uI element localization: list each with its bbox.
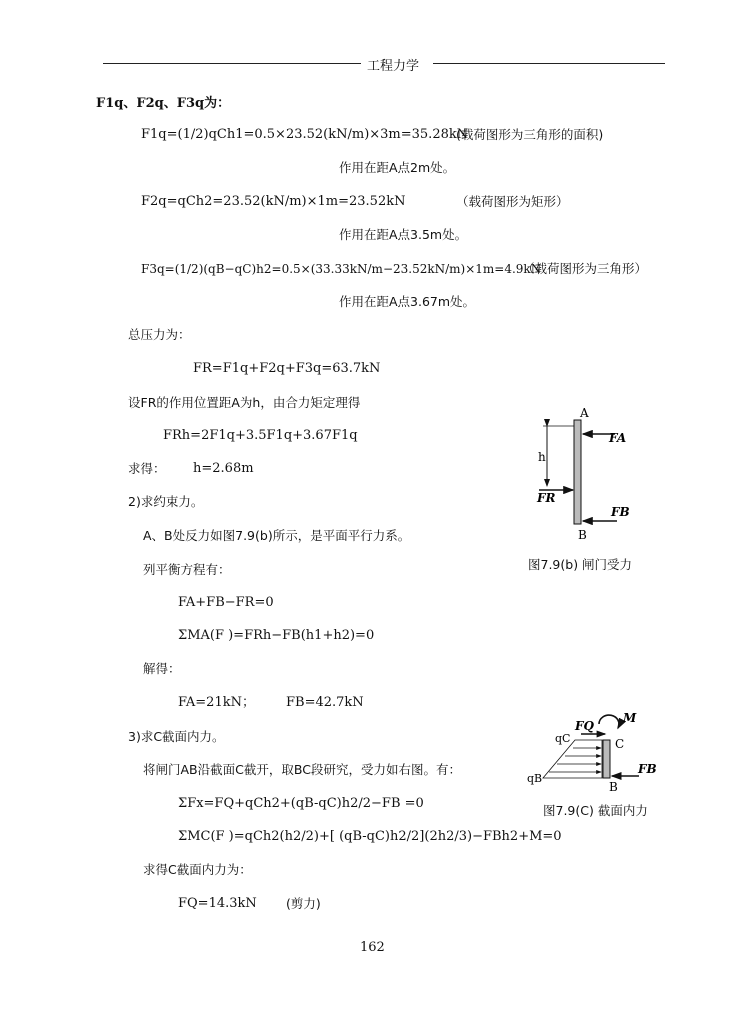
text-line: ΣFx=FQ+qCh2+(qB-qC)h2/2−FB =0 (178, 796, 424, 811)
label-qc: qC (555, 732, 571, 745)
label-b-c: B (609, 780, 618, 794)
label-b: B (578, 528, 587, 542)
text-line: 求得C截面内力为： (143, 862, 252, 877)
text-line: F3q=(1/2)(qB−qC)h2=0.5×(33.33kN/m−23.52kN/m)×1m=4.9kN (141, 262, 542, 276)
text-line: A、B处反力如图7.9(b)所示，是平面平行力系。 (143, 528, 411, 543)
figure-c-caption: 图7.9(C) 截面内力 (543, 803, 648, 818)
text-line: 将闸门AB沿截面C截开，取BC段研究，受力如右图。有： (143, 762, 461, 777)
text-line: h=2.68m (193, 461, 254, 476)
header-rule-right (433, 63, 665, 64)
text-line: FQ=14.3kN (178, 896, 257, 911)
figure-b-diagram (525, 404, 655, 544)
page-number: 162 (360, 940, 385, 955)
label-h: h (538, 450, 546, 464)
text-line: ΣMA(F )=FRh−FB(h1+h2)=0 (178, 628, 375, 643)
text-line: 总压力为： (128, 327, 191, 342)
text-line: 解得： (143, 661, 181, 676)
force-fb-label: FB (611, 505, 630, 519)
text-line: FA=21kN； (178, 695, 255, 710)
text-line: 3)求C截面内力。 (128, 729, 225, 744)
force-fa-label: FA (609, 431, 627, 445)
figure-b-caption: 图7.9(b) 闸门受力 (528, 557, 633, 572)
text-line: 作用在距A点3.67m处。 (339, 294, 476, 309)
text-line: 2)求约束力。 (128, 494, 204, 509)
header-title: 工程力学 (367, 59, 420, 74)
text-line: F2q=qCh2=23.52(kN/m)×1m=23.52kN (141, 194, 406, 209)
text-line: 作用在距A点2m处。 (339, 160, 456, 175)
force-fr-label: FR (537, 491, 556, 505)
text-line: ΣMC(F )=qCh2(h2/2)+[ (qB-qC)h2/2](2h2/3)−FBh2+M=0 (178, 829, 562, 844)
figure-c-diagram (525, 708, 665, 798)
text-line: F1q=(1/2)qCh1=0.5×23.52(kN/m)×3m=35.28kN (141, 127, 469, 142)
section-bar (603, 740, 610, 778)
text-line: FR=F1q+F2q+F3q=63.7kN (193, 361, 381, 376)
header-rule-left (103, 63, 361, 64)
text-line: (载荷图形为三角形的面积) (456, 127, 604, 142)
gate-bar (574, 420, 581, 524)
text-line: FB=42.7kN (286, 695, 364, 710)
text-line: 设FR的作用位置距A为h，由合力矩定理得 (128, 395, 361, 410)
text-line: （载荷图形为三角形） (522, 261, 648, 276)
text-line: （载荷图形为矩形） (456, 194, 569, 209)
force-fq-label: FQ (575, 719, 594, 733)
label-a: A (580, 406, 589, 420)
text-line: 列平衡方程有： (143, 562, 231, 577)
text-line: F1q、F2q、F3q为： (96, 96, 231, 111)
text-line: FA+FB−FR=0 (178, 595, 274, 610)
label-c: C (615, 737, 625, 751)
text-line: FRh=2F1q+3.5F1q+3.67F1q (163, 428, 358, 443)
moment-m-arc (599, 715, 619, 728)
text-line: 作用在距A点3.5m处。 (339, 227, 468, 242)
force-fb-c-label: FB (638, 762, 657, 776)
label-qb: qB (527, 772, 543, 785)
text-line: 求得： (128, 461, 166, 476)
moment-m-label: M (623, 711, 637, 725)
text-line: (剪力) (286, 896, 321, 911)
